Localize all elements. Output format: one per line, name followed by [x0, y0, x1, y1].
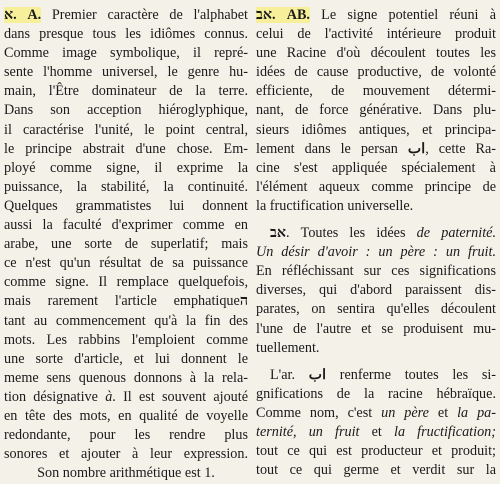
text-line: tion désignative à. Il est souvent ajouté [4, 388, 249, 405]
arabic-note-line: L'ar. اب renferme toutes les si- [270, 366, 497, 383]
text-line: une sorte d'article, et lui donnent le [4, 350, 248, 367]
arabic-word-ab: اب [407, 140, 426, 157]
text-line: l'élément aqueux comme principe de [256, 178, 496, 195]
arithmetic-number-line: Son nombre arithmétique est 1. [37, 465, 215, 482]
hebrew-letter-aleph: א [4, 7, 14, 23]
text-line: dans presque tous les idiômes connus. [4, 26, 248, 43]
right-column [256, 6, 496, 480]
text-line: ployé comme signe, il exprime la [4, 159, 248, 176]
text-line: tout ce qui germe et verdit sur la [256, 462, 496, 479]
text-line: Quelques grammatistes lui donnent [4, 197, 248, 214]
left-column [4, 6, 248, 483]
text-line: arabe, une sorte de superlatif; mais [4, 236, 248, 253]
text-line: diverses, qui d'abord paraissent dis- [256, 282, 496, 299]
hebrew-root-ab-small: אב [270, 225, 286, 242]
text-line: mais rarement l'article emphatiqueה [4, 293, 248, 310]
text-line: une Racine d'où découlent toutes les [256, 45, 496, 62]
text-line: tout ce qui est producteur et produit; [256, 443, 496, 460]
text-line: nant, de force générative. Dans plu- [256, 102, 496, 119]
text-line: puissance, la stabilité, la continuité. [4, 178, 248, 195]
text-line: efficiente, de mouvement détermi- [256, 83, 496, 100]
text-line: ce n'est qu'un résultat de sa puissance [4, 255, 248, 272]
right-entry-line: אב. AB. Le signe potentiel réuni à [256, 7, 496, 23]
text-line: en tête des mots, en qualité de voyelle [4, 407, 248, 424]
hebrew-root-ab: אב [256, 7, 272, 23]
text-line: parates, on sentira qu'elles découlent [256, 301, 496, 318]
text-line: l'une de l'autre et se produisent mu- [256, 320, 496, 337]
text-line: tant au commencement qu'à la fin des [4, 312, 248, 329]
text-line: meme sens quenous donnons à la rela- [4, 369, 248, 386]
text-line: la fructification universelle. [256, 197, 414, 214]
paragraph-gap [256, 358, 496, 366]
text-line: sieurs idiômes antiques, et principa- [256, 121, 496, 138]
text-line: gnifications de la racine hébraïque. [256, 385, 496, 402]
text-line: cine s'est appliquée spécialement à [256, 159, 496, 176]
text-line: le principe abstrait d'une chose. Em- [4, 140, 248, 157]
text-line: main, l'Être dominateur de la terre. [4, 83, 248, 100]
text-line: Comme image symbolique, il repré- [4, 45, 248, 62]
text-line: sonores et ajouter à leur expression. [4, 446, 248, 463]
hebrew-letter-he: ה [239, 293, 248, 310]
text-line: Un désir d'avoir : un père : un fruit. [256, 244, 496, 261]
text-line: sente l'homme universel, le genre hu- [4, 64, 248, 81]
entry-heading-a: א. A. [4, 7, 42, 23]
text-line: Comme nom, c'est un père et la pa- [256, 404, 497, 421]
text-line: redondante, pour les rendre plus [4, 427, 248, 444]
text-line: En réfléchissant sur ces significations [256, 263, 496, 280]
left-entry-line: א. A. Premier caractère de l'alphabet [4, 7, 249, 23]
text-line: il caractérise l'unité, le point central, [4, 121, 248, 138]
text-line: ternité, un fruit et la fructification; [256, 423, 496, 440]
text-line: idées de cause productive, de volonté [256, 64, 496, 81]
text-line: tuellement. [256, 339, 320, 356]
text-line: mots. Les rabbins l'emploient comme [4, 331, 248, 348]
text-line: aussi la faculté d'exprimer comme en [4, 217, 248, 234]
text-line: celui de l'activité intérieure produit [256, 26, 496, 43]
text-line: lement dans le persan اب, cette Ra- [256, 140, 496, 157]
paragraph-gap [256, 216, 496, 224]
arabic-word-ab-2: اب [308, 366, 327, 383]
text-line: comme signe. Il remplace quelquefois, [4, 274, 248, 291]
text-line: Dans son acception hiéroglyphique, [4, 102, 248, 119]
entry-heading-ab: אב. AB. [256, 7, 310, 23]
paternity-line: אב. Toutes les idées de paternité. [270, 225, 496, 242]
